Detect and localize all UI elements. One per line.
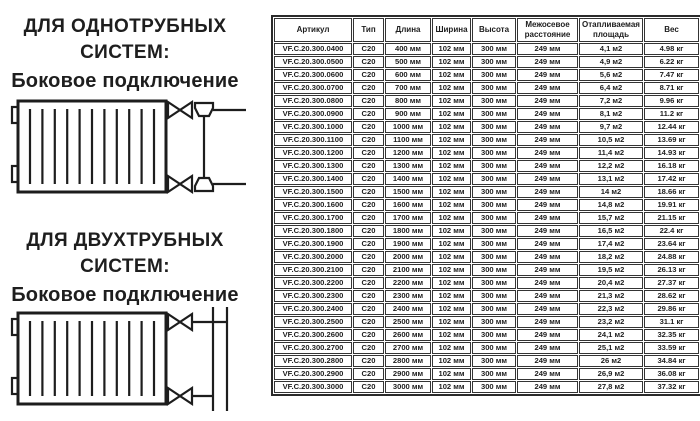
table-cell: VF.C.20.300.2300 — [274, 290, 352, 302]
table-cell: 14 м2 — [579, 186, 643, 198]
table-cell: 102 мм — [432, 238, 471, 250]
table-cell: VF.C.20.300.0400 — [274, 43, 352, 55]
table-cell: 1300 мм — [385, 160, 431, 172]
table-cell: 6.22 кг — [644, 56, 699, 68]
table-cell: 1900 мм — [385, 238, 431, 250]
table-cell: 102 мм — [432, 95, 471, 107]
table-cell: C20 — [353, 316, 384, 328]
table-cell: 1400 мм — [385, 173, 431, 185]
table-cell: 249 мм — [517, 69, 578, 81]
table-cell: 102 мм — [432, 134, 471, 146]
table-cell: 19,5 м2 — [579, 264, 643, 276]
table-cell: 300 мм — [472, 186, 516, 198]
table-cell: C20 — [353, 342, 384, 354]
table-cell: 249 мм — [517, 316, 578, 328]
table-cell: 2400 мм — [385, 303, 431, 315]
table-cell: C20 — [353, 147, 384, 159]
table-cell: 24,1 м2 — [579, 329, 643, 341]
two-pipe-heading-line1: ДЛЯ ДВУХТРУБНЫХ — [26, 230, 224, 251]
table-cell: 17,4 м2 — [579, 238, 643, 250]
header-cell: Вес — [644, 18, 699, 42]
table-cell: 4,9 м2 — [579, 56, 643, 68]
table-row — [274, 43, 699, 55]
table-cell: 300 мм — [472, 95, 516, 107]
union-fitting-icon — [195, 178, 213, 191]
table-row — [274, 277, 699, 289]
table-cell: C20 — [353, 199, 384, 211]
table-cell: 400 мм — [385, 43, 431, 55]
table-row — [274, 355, 699, 367]
table-cell: VF.C.20.300.2500 — [274, 316, 352, 328]
table-cell: C20 — [353, 121, 384, 133]
table-cell: 2800 мм — [385, 355, 431, 367]
table-cell: VF.C.20.300.1300 — [274, 160, 352, 172]
radiator-two-pipe-icon — [8, 305, 260, 413]
table-cell: VF.C.20.300.2700 — [274, 342, 352, 354]
table-cell: 102 мм — [432, 342, 471, 354]
table-cell: 5,6 м2 — [579, 69, 643, 81]
table-cell: 13,1 м2 — [579, 173, 643, 185]
two-pipe-heading — [0, 228, 250, 280]
table-cell: 11.2 кг — [644, 108, 699, 120]
table-cell: 12.44 кг — [644, 121, 699, 133]
table-cell: 300 мм — [472, 264, 516, 276]
header-cell: Межосевое расстояние — [517, 18, 578, 42]
table-cell: 249 мм — [517, 56, 578, 68]
table-cell: VF.C.20.300.1400 — [274, 173, 352, 185]
table-cell: 3000 мм — [385, 381, 431, 393]
table-cell: 29.86 кг — [644, 303, 699, 315]
table-cell: 300 мм — [472, 316, 516, 328]
table-cell: 102 мм — [432, 303, 471, 315]
table-cell: 2000 мм — [385, 251, 431, 263]
table-cell: VF.C.20.300.2000 — [274, 251, 352, 263]
table-row — [274, 212, 699, 224]
table-cell: VF.C.20.300.0600 — [274, 69, 352, 81]
table-cell: 31.1 кг — [644, 316, 699, 328]
table-cell: VF.C.20.300.2100 — [274, 264, 352, 276]
radiator-diagram-two-pipe — [8, 305, 260, 413]
table-cell: 300 мм — [472, 368, 516, 380]
table-cell: 102 мм — [432, 43, 471, 55]
table-cell: C20 — [353, 238, 384, 250]
table-cell: 102 мм — [432, 225, 471, 237]
table-cell: 24.88 кг — [644, 251, 699, 263]
table-cell: C20 — [353, 225, 384, 237]
table-cell: 6,4 м2 — [579, 82, 643, 94]
table-cell: 300 мм — [472, 43, 516, 55]
table-cell: 8,1 м2 — [579, 108, 643, 120]
table-cell: 1800 мм — [385, 225, 431, 237]
table-cell: 102 мм — [432, 186, 471, 198]
table-cell: 249 мм — [517, 121, 578, 133]
table-cell: C20 — [353, 160, 384, 172]
table-row — [274, 69, 699, 81]
table-cell: 7.47 кг — [644, 69, 699, 81]
valve-icon — [168, 314, 192, 330]
table-cell: 249 мм — [517, 381, 578, 393]
table-cell: C20 — [353, 212, 384, 224]
table-cell: C20 — [353, 82, 384, 94]
table-cell: 300 мм — [472, 381, 516, 393]
table-row — [274, 251, 699, 263]
table-row — [274, 368, 699, 380]
table-cell: C20 — [353, 381, 384, 393]
table-cell: 23.64 кг — [644, 238, 699, 250]
table-cell: 249 мм — [517, 134, 578, 146]
table-cell: C20 — [353, 264, 384, 276]
table-cell: 249 мм — [517, 277, 578, 289]
table-cell: 300 мм — [472, 69, 516, 81]
table-row — [274, 108, 699, 120]
table-cell: C20 — [353, 186, 384, 198]
table-cell: C20 — [353, 355, 384, 367]
table-cell: 102 мм — [432, 69, 471, 81]
table-cell: 9,7 м2 — [579, 121, 643, 133]
table-cell: VF.C.20.300.1900 — [274, 238, 352, 250]
table-cell: 27,8 м2 — [579, 381, 643, 393]
table-cell: 300 мм — [472, 82, 516, 94]
table-header-row — [274, 18, 699, 42]
table-cell: 249 мм — [517, 251, 578, 263]
table-cell: 1100 мм — [385, 134, 431, 146]
valve-icon — [168, 102, 192, 118]
table-cell: 1700 мм — [385, 212, 431, 224]
table-cell: 600 мм — [385, 69, 431, 81]
header-cell: Длина — [385, 18, 431, 42]
table-cell: 11,4 м2 — [579, 147, 643, 159]
table-cell: 900 мм — [385, 108, 431, 120]
table-cell: VF.C.20.300.2900 — [274, 368, 352, 380]
table-cell: VF.C.20.300.1500 — [274, 186, 352, 198]
table-cell: C20 — [353, 69, 384, 81]
header-cell: Ширина — [432, 18, 471, 42]
table-cell: 300 мм — [472, 238, 516, 250]
table-row — [274, 342, 699, 354]
table-cell: 300 мм — [472, 134, 516, 146]
table-row — [274, 316, 699, 328]
table-cell: 19.91 кг — [644, 199, 699, 211]
table-cell: VF.C.20.300.0500 — [274, 56, 352, 68]
table-cell: 300 мм — [472, 329, 516, 341]
table-cell: C20 — [353, 251, 384, 263]
radiator-diagram-one-pipe — [8, 98, 260, 198]
table-row — [274, 160, 699, 172]
table-cell: 300 мм — [472, 342, 516, 354]
table-cell: 8.71 кг — [644, 82, 699, 94]
table-row — [274, 82, 699, 94]
table-cell: 300 мм — [472, 160, 516, 172]
table-cell: 102 мм — [432, 264, 471, 276]
table-cell: 26,9 м2 — [579, 368, 643, 380]
union-fitting-icon — [195, 103, 213, 116]
table-cell: 300 мм — [472, 251, 516, 263]
one-pipe-heading-line2: СИСТЕМ: — [80, 42, 170, 63]
table-cell: 36.08 кг — [644, 368, 699, 380]
header-cell: Высота — [472, 18, 516, 42]
table-cell: 102 мм — [432, 316, 471, 328]
table-cell: VF.C.20.300.1200 — [274, 147, 352, 159]
table-cell: C20 — [353, 43, 384, 55]
table-cell: 4,1 м2 — [579, 43, 643, 55]
table-cell: 800 мм — [385, 95, 431, 107]
table-cell: VF.C.20.300.1700 — [274, 212, 352, 224]
table-cell: 16,5 м2 — [579, 225, 643, 237]
table-row — [274, 56, 699, 68]
table-cell: 26 м2 — [579, 355, 643, 367]
table-cell: 300 мм — [472, 225, 516, 237]
table-cell: 1200 мм — [385, 147, 431, 159]
table-cell: C20 — [353, 277, 384, 289]
table-cell: C20 — [353, 173, 384, 185]
table-cell: VF.C.20.300.1800 — [274, 225, 352, 237]
table-cell: 34.84 кг — [644, 355, 699, 367]
header-cell: Тип — [353, 18, 384, 42]
table-cell: 249 мм — [517, 108, 578, 120]
table-cell: 500 мм — [385, 56, 431, 68]
table-cell: 249 мм — [517, 147, 578, 159]
table-cell: C20 — [353, 303, 384, 315]
table-cell: 249 мм — [517, 368, 578, 380]
table-row — [274, 95, 699, 107]
table-cell: 4.98 кг — [644, 43, 699, 55]
one-pipe-heading — [0, 14, 250, 66]
valve-icon — [168, 176, 192, 192]
table-cell: 249 мм — [517, 264, 578, 276]
table-cell: VF.C.20.300.3000 — [274, 381, 352, 393]
table-cell: 102 мм — [432, 381, 471, 393]
table-cell: 700 мм — [385, 82, 431, 94]
table-cell: C20 — [353, 329, 384, 341]
table-cell: 249 мм — [517, 303, 578, 315]
table-cell: 2600 мм — [385, 329, 431, 341]
table-row — [274, 303, 699, 315]
table-cell: 102 мм — [432, 56, 471, 68]
table-cell: C20 — [353, 134, 384, 146]
table-cell: 27.37 кг — [644, 277, 699, 289]
table-cell: 102 мм — [432, 147, 471, 159]
table-cell: 20,4 м2 — [579, 277, 643, 289]
table-row — [274, 264, 699, 276]
header-cell: Артикул — [274, 18, 352, 42]
table-cell: 249 мм — [517, 82, 578, 94]
table-cell: 2900 мм — [385, 368, 431, 380]
table-cell: 249 мм — [517, 199, 578, 211]
table-cell: C20 — [353, 56, 384, 68]
table-cell: 10,5 м2 — [579, 134, 643, 146]
table-cell: 16.18 кг — [644, 160, 699, 172]
table-cell: 102 мм — [432, 160, 471, 172]
valve-icon — [168, 388, 192, 404]
table-cell: 300 мм — [472, 108, 516, 120]
table-row — [274, 121, 699, 133]
table-cell: 14.93 кг — [644, 147, 699, 159]
table-cell: VF.C.20.300.1100 — [274, 134, 352, 146]
table-cell: 249 мм — [517, 342, 578, 354]
table-row — [274, 134, 699, 146]
table-cell: 21,3 м2 — [579, 290, 643, 302]
table-cell: 249 мм — [517, 329, 578, 341]
table-row — [274, 238, 699, 250]
left-panel — [0, 0, 266, 421]
table-cell: 300 мм — [472, 199, 516, 211]
table-cell: 102 мм — [432, 82, 471, 94]
table-cell: 249 мм — [517, 43, 578, 55]
table-cell: VF.C.20.300.2200 — [274, 277, 352, 289]
table-row — [274, 147, 699, 159]
table-cell: 249 мм — [517, 186, 578, 198]
table-row — [274, 329, 699, 341]
table-cell: 249 мм — [517, 238, 578, 250]
one-pipe-heading-line1: ДЛЯ ОДНОТРУБНЫХ — [23, 16, 227, 37]
table-cell: 300 мм — [472, 56, 516, 68]
table-cell: 18.66 кг — [644, 186, 699, 198]
table-cell: C20 — [353, 290, 384, 302]
table-cell: 300 мм — [472, 147, 516, 159]
table-cell: C20 — [353, 95, 384, 107]
table-cell: 2700 мм — [385, 342, 431, 354]
table-cell: 300 мм — [472, 121, 516, 133]
table-row — [274, 381, 699, 393]
table-cell: 7,2 м2 — [579, 95, 643, 107]
two-pipe-subheading: Боковое подключение — [11, 284, 239, 306]
table-cell: 25,1 м2 — [579, 342, 643, 354]
table-row — [274, 199, 699, 211]
table-cell: 102 мм — [432, 199, 471, 211]
table-cell: 2100 мм — [385, 264, 431, 276]
table-cell: 102 мм — [432, 355, 471, 367]
one-pipe-subheading: Боковое подключение — [11, 70, 239, 92]
table-cell: 249 мм — [517, 290, 578, 302]
table-cell: VF.C.20.300.0800 — [274, 95, 352, 107]
table-cell: 249 мм — [517, 212, 578, 224]
table-cell: 300 мм — [472, 212, 516, 224]
table-cell: 33.59 кг — [644, 342, 699, 354]
table-cell: 26.13 кг — [644, 264, 699, 276]
table-cell: VF.C.20.300.0900 — [274, 108, 352, 120]
radiator-spec-table — [271, 15, 700, 396]
table-cell: 14,8 м2 — [579, 199, 643, 211]
table-cell: VF.C.20.300.1000 — [274, 121, 352, 133]
table-cell: 2300 мм — [385, 290, 431, 302]
table-cell: 300 мм — [472, 277, 516, 289]
table-cell: 102 мм — [432, 173, 471, 185]
table-cell: 102 мм — [432, 277, 471, 289]
header-cell: Отапливаемая площадь — [579, 18, 643, 42]
table-cell: 13.69 кг — [644, 134, 699, 146]
table-cell: 300 мм — [472, 303, 516, 315]
table-cell: VF.C.20.300.2600 — [274, 329, 352, 341]
table-row — [274, 290, 699, 302]
table-cell: VF.C.20.300.0700 — [274, 82, 352, 94]
radiator-one-pipe-icon — [8, 98, 260, 198]
table-row — [274, 225, 699, 237]
table-cell: VF.C.20.300.2800 — [274, 355, 352, 367]
table-cell: 23,2 м2 — [579, 316, 643, 328]
table-cell: 249 мм — [517, 160, 578, 172]
table-cell: 102 мм — [432, 108, 471, 120]
table-row — [274, 186, 699, 198]
table-cell: 102 мм — [432, 251, 471, 263]
table-cell: 300 мм — [472, 173, 516, 185]
table-cell: 17.42 кг — [644, 173, 699, 185]
table-cell: 102 мм — [432, 212, 471, 224]
table-cell: C20 — [353, 108, 384, 120]
table-cell: 1600 мм — [385, 199, 431, 211]
two-pipe-heading-line2: СИСТЕМ: — [80, 256, 170, 277]
table-cell: 102 мм — [432, 329, 471, 341]
table-cell: 9.96 кг — [644, 95, 699, 107]
table-cell: 22,3 м2 — [579, 303, 643, 315]
table-cell: 12,2 м2 — [579, 160, 643, 172]
table-cell: 102 мм — [432, 290, 471, 302]
table-cell: 2500 мм — [385, 316, 431, 328]
table-cell: 249 мм — [517, 355, 578, 367]
table-cell: C20 — [353, 368, 384, 380]
table-cell: 1500 мм — [385, 186, 431, 198]
table-cell: 21.15 кг — [644, 212, 699, 224]
table-cell: 249 мм — [517, 173, 578, 185]
table-cell: 22.4 кг — [644, 225, 699, 237]
table-cell: VF.C.20.300.1600 — [274, 199, 352, 211]
table-cell: 18,2 м2 — [579, 251, 643, 263]
table-cell: 37.32 кг — [644, 381, 699, 393]
table-cell: 300 мм — [472, 290, 516, 302]
table-cell: 2200 мм — [385, 277, 431, 289]
table-cell: 102 мм — [432, 121, 471, 133]
table-cell: 300 мм — [472, 355, 516, 367]
table-cell: 249 мм — [517, 95, 578, 107]
table-cell: 28.62 кг — [644, 290, 699, 302]
table-cell: 102 мм — [432, 368, 471, 380]
table-cell: 249 мм — [517, 225, 578, 237]
table-cell: 15,7 м2 — [579, 212, 643, 224]
table-cell: 32.35 кг — [644, 329, 699, 341]
table-row — [274, 173, 699, 185]
table-cell: VF.C.20.300.2400 — [274, 303, 352, 315]
table-cell: 1000 мм — [385, 121, 431, 133]
